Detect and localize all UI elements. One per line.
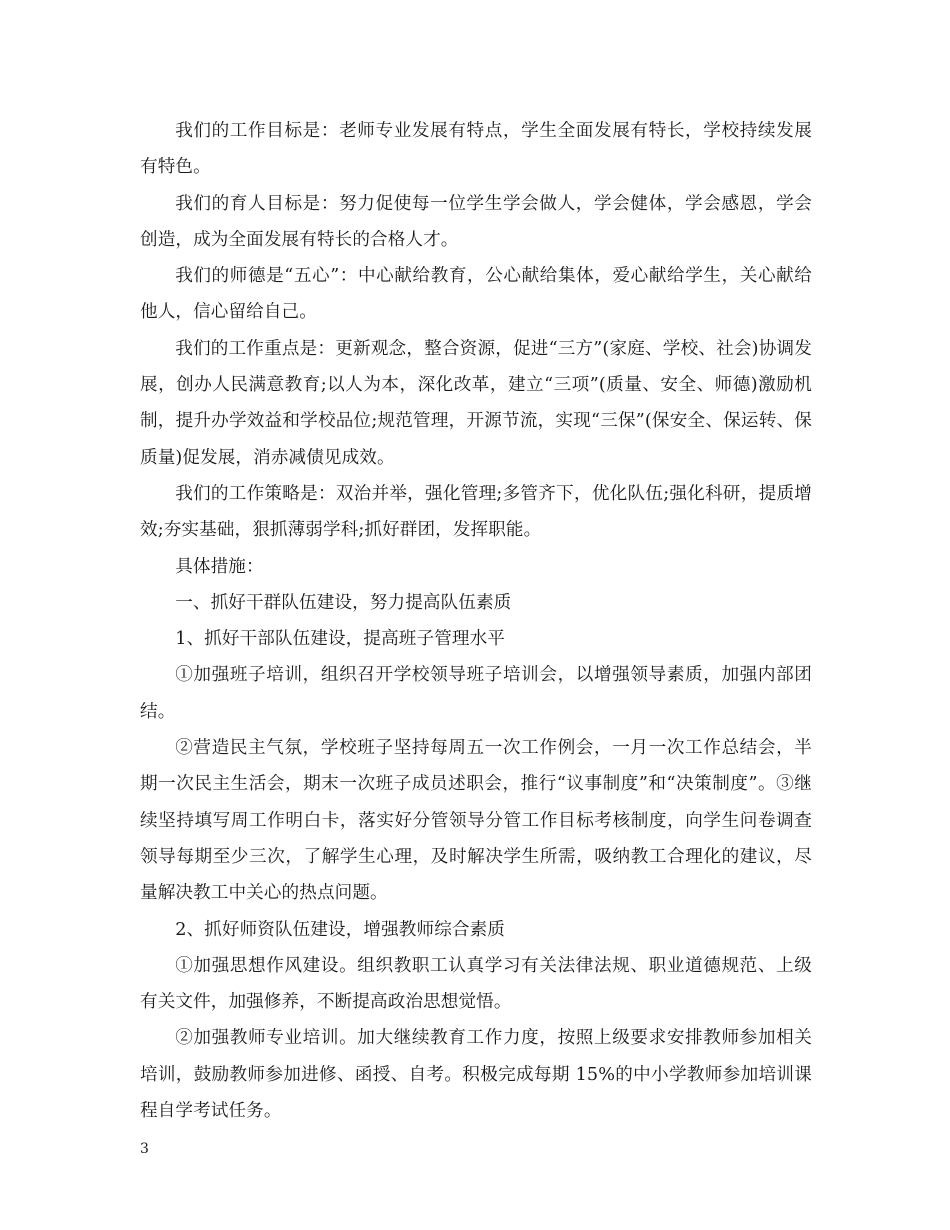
paragraph-teacher-training: ②加强教师专业培训。加大继续教育工作力度，按照上级要求安排教师参加相关培训，鼓励教师参加进修、函授、自考。积极完成每期 15%的中小学教师参加培训课程自学考试任务。 [140,1028,812,1122]
paragraph-democratic-atmosphere: ②营造民主气氛，学校班子坚持每周五一次工作例会，一月一次工作总结会，半期一次民主生活会，期末一次班子成员述职会，推行“议事制度”和“决策制度”。③继续坚持填写周工作明白卡，落实好分管领导分管工作目标考核制度，向学生问卷调查领导每期至少三次，了解学生心理，及时解决学生所需，吸纳教工合理化的建议，尽量解决教工中关心的热点问题。 [140,738,812,904]
paragraph-leadership-training: ①加强班子培训，组织召开学校领导班子培训会，以增强领导素质，加强内部团结。 [140,665,812,722]
subsection-heading-2: 2、抓好师资队伍建设，增强教师综合素质 [175,919,505,940]
paragraph-teacher-ethics: 我们的师德是“五心”：中心献给教育，公心献给集体，爱心献给学生，关心献给他人，信心留给自己。 [140,266,812,323]
paragraph-work-focus: 我们的工作重点是：更新观念，整合资源，促进“三方”(家庭、学校、社会)协调发展，创办人民满意教育;以人为本，深化改革，建立“三项”(质量、安全、师德)激励机制，提升办学效益和学校品位;规范管理，开源节流，实现“三保”(保安全、保运转、保质量)促发展，消赤减债见成效。 [140,338,812,468]
subsection-heading-1: 1、抓好干部队伍建设，提高班子管理水平 [175,629,505,650]
page-number: 3 [140,1141,149,1157]
document-body [140,113,812,1129]
paragraph-education-goal: 我们的育人目标是：努力促使每一位学生学会做人，学会健体，学会感恩，学会创造，成为全面发展有特长的合格人才。 [140,193,812,250]
paragraph-ideological-style: ①加强思想作风建设。组织教职工认真学习有关法律法规、职业道德规范、上级有关文件，加强修养，不断提高政治思想觉悟。 [140,955,812,1013]
section-heading-1: 一、抓好干群队伍建设，努力提高队伍素质 [175,592,512,613]
paragraph-work-strategy: 我们的工作策略是：双治并举，强化管理;多管齐下，优化队伍;强化科研，提质增效;夯实基础，狠抓薄弱学科;抓好群团，发挥职能。 [140,483,812,541]
paragraph-work-goal: 我们的工作目标是：老师专业发展有特点，学生全面发展有特长，学校持续发展有特色。 [140,121,812,178]
paragraph-measures-heading: 具体措施： [175,556,264,577]
